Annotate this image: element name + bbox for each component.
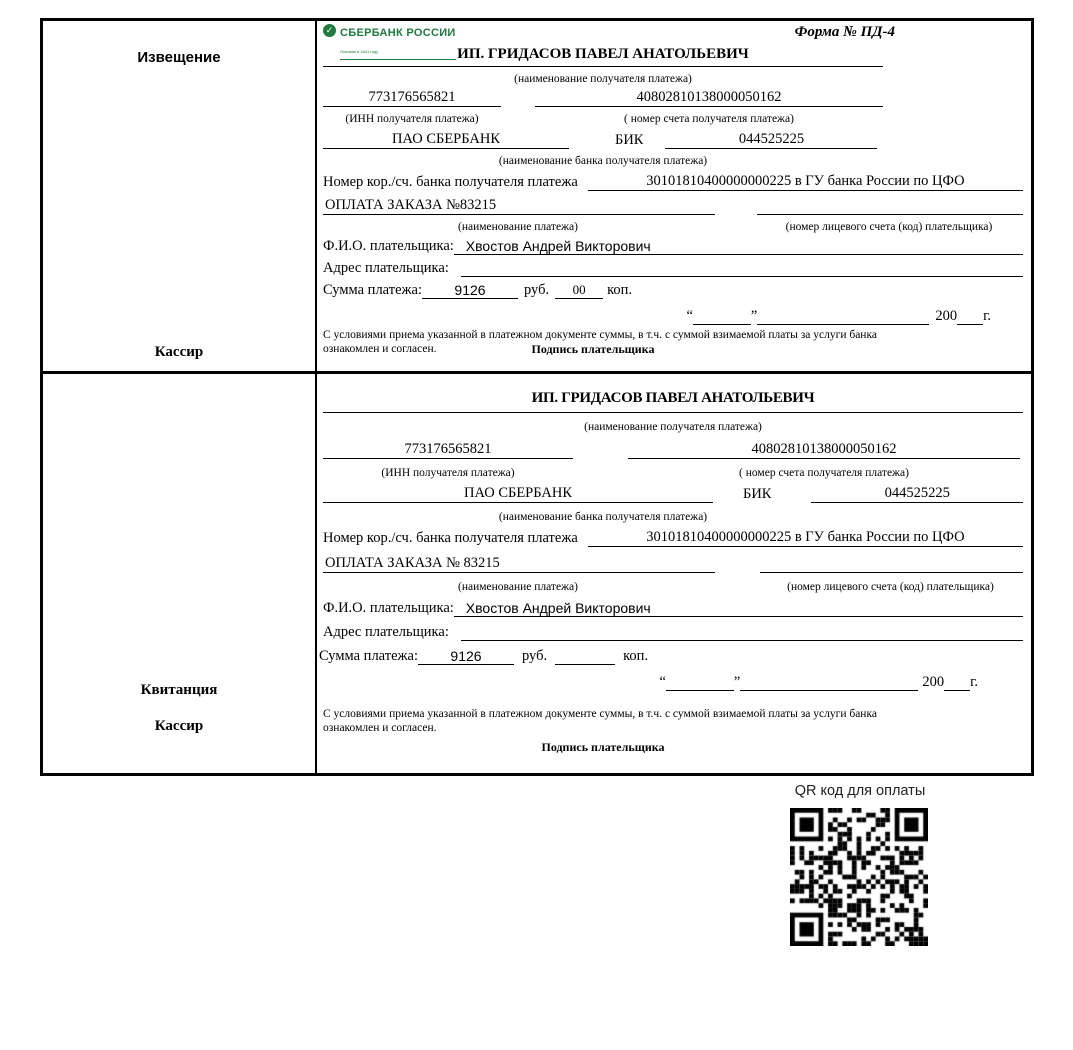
year-suffix: г. bbox=[970, 674, 978, 690]
payee-inn-hint: (ИНН получателя платежа) bbox=[381, 467, 515, 479]
quote-close: ” bbox=[733, 674, 741, 690]
qr-label: QR код для оплаты bbox=[794, 783, 926, 799]
personal-account-hint: (номер лицевого счета (код) плательщика) bbox=[787, 581, 994, 593]
payment-purpose-hint: (наименование платежа) bbox=[458, 221, 578, 233]
payee-inn-value: 773176565821 bbox=[323, 89, 501, 107]
amount-rub-value: 9126 bbox=[418, 648, 514, 665]
bik-value: 044525225 bbox=[665, 131, 877, 149]
payee-inn-hint: (ИНН получателя платежа) bbox=[345, 113, 479, 125]
form-number-title: Форма № ПД-4 bbox=[794, 24, 895, 40]
bank-name-hint: (наименование банка получателя платежа) bbox=[498, 155, 708, 167]
sberbank-logo-icon: ✓ bbox=[323, 24, 336, 37]
notice-side-column bbox=[43, 21, 317, 371]
payer-address-label: Адрес плательщика: bbox=[323, 624, 449, 640]
amount-kop-value bbox=[555, 664, 615, 665]
payee-name-hint: (наименование получателя платежа) bbox=[514, 73, 692, 85]
payee-name-hint: (наименование получателя платежа) bbox=[584, 421, 762, 433]
payer-name-label: Ф.И.О. плательщика: bbox=[323, 600, 454, 616]
payee-account-value: 40802810138000050162 bbox=[628, 441, 1020, 459]
payer-name-label: Ф.И.О. плательщика: bbox=[323, 238, 454, 254]
corr-account-value: 30101810400000000225 в ГУ банка России по ЦФО bbox=[588, 529, 1023, 547]
payee-name-value: ИП. ГРИДАСОВ ПАВЕЛ АНАТОЛЬЕВИЧ bbox=[323, 46, 883, 67]
quote-close: ” bbox=[750, 308, 758, 324]
signature-label: Подпись плательщика bbox=[541, 740, 665, 754]
notice-content bbox=[317, 21, 1031, 371]
date-month-blank bbox=[740, 690, 918, 691]
bik-label: БИК bbox=[615, 132, 644, 148]
payer-name-value: Хвостов Андрей Викторович bbox=[454, 238, 1023, 255]
payee-account-value: 40802810138000050162 bbox=[535, 89, 883, 107]
receipt-cashier-label: Кассир bbox=[154, 718, 204, 734]
agreement-line1: С условиями приема указанной в платежном документе суммы, в т.ч. с суммой взимаемой платы за услуги банка bbox=[323, 329, 877, 341]
qr-code bbox=[790, 808, 928, 946]
personal-account-blank bbox=[760, 572, 1023, 573]
agreement-line1: С условиями приема указанной в платежном документе суммы, в т.ч. с суммой взимаемой платы за услуги банка bbox=[323, 708, 877, 720]
corr-account-value: 30101810400000000225 в ГУ банка России по ЦФО bbox=[588, 173, 1023, 191]
payee-account-hint: ( номер счета получателя платежа) bbox=[739, 467, 909, 479]
amount-rub-value: 9126 bbox=[422, 282, 518, 299]
notice-section bbox=[43, 21, 1031, 374]
date-day-blank bbox=[693, 324, 751, 325]
kop-label: коп. bbox=[607, 282, 633, 298]
quote-open: “ bbox=[686, 308, 693, 324]
agreement-line2: ознакомлен и согласен. bbox=[323, 343, 437, 355]
date-row bbox=[323, 665, 1023, 691]
payer-address-blank bbox=[461, 640, 1023, 641]
payee-name-value: ИП. ГРИДАСОВ ПАВЕЛ АНАТОЛЬЕВИЧ bbox=[323, 390, 1023, 413]
notice-side-label: Извещение bbox=[137, 49, 221, 66]
pd4-form bbox=[40, 18, 1034, 776]
payer-address-blank bbox=[461, 276, 1023, 277]
rub-label: руб. bbox=[524, 282, 550, 298]
date-year-blank bbox=[957, 324, 983, 325]
year-prefix: 200 bbox=[922, 674, 945, 690]
bik-value: 044525225 bbox=[811, 485, 1023, 503]
bank-name-value: ПАО СБЕРБАНК bbox=[323, 131, 569, 149]
sberbank-logo-tagline: Основан в 1841 году bbox=[340, 49, 379, 54]
bik-label: БИК bbox=[743, 486, 772, 502]
receipt-content bbox=[317, 374, 1031, 773]
date-day-blank bbox=[666, 690, 734, 691]
corr-account-label: Номер кор./сч. банка получателя платежа bbox=[323, 174, 578, 190]
date-month-blank bbox=[757, 324, 929, 325]
receipt-side-column bbox=[43, 374, 317, 773]
personal-account-blank bbox=[757, 214, 1023, 215]
sberbank-logo-text: СБЕРБАНК РОССИИ bbox=[340, 27, 456, 39]
date-year-blank bbox=[944, 690, 970, 691]
agreement-line2: ознакомлен и согласен. bbox=[323, 722, 437, 734]
date-row bbox=[323, 299, 1023, 325]
payer-name-value: Хвостов Андрей Викторович bbox=[454, 600, 1023, 617]
payment-purpose-value: ОПЛАТА ЗАКАЗА №83215 bbox=[323, 197, 715, 215]
year-prefix: 200 bbox=[935, 308, 958, 324]
receipt-section bbox=[43, 374, 1031, 773]
receipt-side-label: Квитанция bbox=[140, 682, 218, 698]
payee-inn-value: 773176565821 bbox=[323, 441, 573, 459]
payment-purpose-value: ОПЛАТА ЗАКАЗА № 83215 bbox=[323, 555, 715, 573]
payee-account-hint: ( номер счета получателя платежа) bbox=[624, 113, 794, 125]
rub-label: руб. bbox=[522, 648, 548, 664]
payer-address-label: Адрес плательщика: bbox=[323, 260, 449, 276]
notice-cashier-label: Кассир bbox=[154, 344, 204, 360]
payment-purpose-hint: (наименование платежа) bbox=[458, 581, 578, 593]
amount-label: Сумма платежа: bbox=[319, 648, 418, 664]
quote-open: “ bbox=[659, 674, 666, 690]
bank-name-value: ПАО СБЕРБАНК bbox=[323, 485, 713, 503]
amount-kop-value: 00 bbox=[555, 282, 603, 299]
personal-account-hint: (номер лицевого счета (код) плательщика) bbox=[785, 221, 993, 233]
year-suffix: г. bbox=[983, 308, 991, 324]
signature-label: Подпись плательщика bbox=[531, 342, 655, 356]
bank-name-hint: (наименование банка получателя платежа) bbox=[498, 511, 708, 523]
amount-label: Сумма платежа: bbox=[323, 282, 422, 298]
kop-label: коп. bbox=[623, 648, 649, 664]
corr-account-label: Номер кор./сч. банка получателя платежа bbox=[323, 530, 578, 546]
